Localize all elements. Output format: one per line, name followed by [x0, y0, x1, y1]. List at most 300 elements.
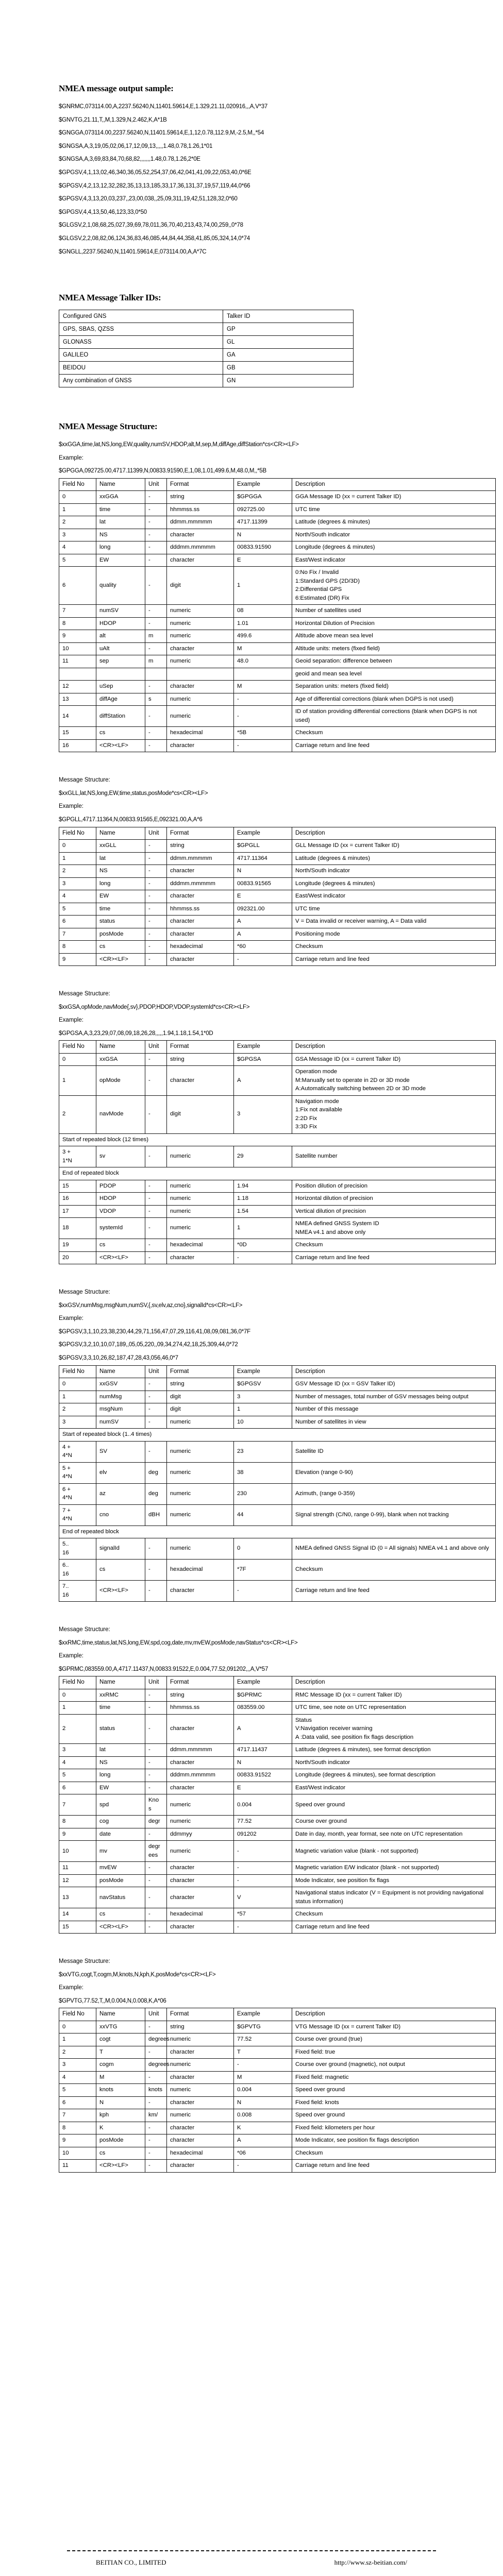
cell-name: numSV	[96, 1416, 145, 1429]
cell-example: 23	[234, 1441, 292, 1462]
cell-example: 08	[234, 605, 292, 618]
cell-example	[234, 668, 292, 681]
cell-example: -	[234, 1581, 292, 1602]
cell-format: numeric	[167, 1504, 234, 1526]
table-row	[59, 1167, 496, 1180]
cell-description: Speed over ground	[292, 2109, 496, 2122]
cell-field-no: 10	[59, 642, 96, 655]
cell-description: Fixed field: true	[292, 2046, 496, 2059]
cell-field-no: 1	[59, 2033, 96, 2046]
column-header: Format	[167, 827, 234, 840]
cell-format: string	[167, 2021, 234, 2033]
cell-format: string	[167, 1053, 234, 1066]
cell-format: numeric	[167, 1441, 234, 1462]
table-row	[59, 953, 496, 966]
cell-unit: -	[145, 1378, 167, 1391]
cell-unit: -	[145, 1908, 167, 1921]
cell-field-no: 2	[59, 865, 96, 878]
cell-unit: -	[145, 1828, 167, 1841]
cell-unit: -	[145, 840, 167, 853]
table-row	[59, 1053, 496, 1066]
cell-format: character	[167, 1251, 234, 1264]
cell-unit: -	[145, 554, 167, 567]
table-row	[59, 2160, 496, 2173]
sample-line: $GPGSV,4,3,13,20,03,237,,23,00,038,,25,09,311,19,42,51,128,32,0*60	[59, 196, 238, 202]
cell-field-no: 1	[59, 852, 96, 865]
cell-description: Course over ground (magnetic), not output	[292, 2059, 496, 2072]
cell-name: <CR><LF>	[96, 2160, 145, 2173]
cell-example: T	[234, 2046, 292, 2059]
cell-description: Carriage return and line feed	[292, 2160, 496, 2173]
cell-name: NS	[96, 1756, 145, 1769]
cell-format: character	[167, 2160, 234, 2173]
column-header: Format	[167, 1365, 234, 1378]
cell-talker-id: GB	[223, 362, 354, 375]
cell-example: -	[234, 1921, 292, 1934]
cell-unit	[145, 668, 167, 681]
cell-format: numeric	[167, 1180, 234, 1193]
cell-example: 1	[234, 567, 292, 605]
table-row	[59, 1714, 496, 1744]
cell-unit: deg	[145, 1483, 167, 1504]
cell-format: numeric	[167, 1462, 234, 1483]
table-row	[59, 617, 496, 630]
cell-format: hexadecimal	[167, 2147, 234, 2160]
table-row	[59, 1874, 496, 1887]
cell-name: lat	[96, 516, 145, 529]
cell-field-no: 6	[59, 2096, 96, 2109]
cell-format	[167, 668, 234, 681]
table-row	[59, 1841, 496, 1862]
table-row	[59, 1908, 496, 1921]
example-label: Example:	[59, 454, 83, 461]
table-row	[59, 941, 496, 954]
gsa-structure: $xxGSA,opMode,navMode{,sv},PDOP,HDOP,VDOP,systemId*cs<CR><LF>	[59, 1004, 250, 1010]
table-row	[59, 739, 496, 752]
cell-example: *57	[234, 1908, 292, 1921]
cell-example: 3	[234, 1391, 292, 1403]
cell-field-no: 7	[59, 2109, 96, 2122]
cell-example: A	[234, 928, 292, 941]
cell-format: character	[167, 890, 234, 903]
cell-example: N	[234, 529, 292, 541]
cell-format: string	[167, 491, 234, 504]
cell-example: *7F	[234, 1560, 292, 1581]
cell-description: Positioning mode	[292, 928, 496, 941]
cell-name: lat	[96, 852, 145, 865]
cell-example: -	[234, 1874, 292, 1887]
cell-field-no: 0	[59, 1053, 96, 1066]
cell-example: 091202	[234, 1828, 292, 1841]
cell-example: 4717.11399	[234, 516, 292, 529]
cell-unit: -	[145, 903, 167, 916]
cell-name: time	[96, 503, 145, 516]
sample-line: $GNGGA,073114.00,2237.56240,N,11401.59614,E,1,12,0.78,112.9,M,-2.5,M,,*54	[59, 130, 264, 137]
cell-field-no: 9	[59, 630, 96, 643]
cell-field-no: 15	[59, 1180, 96, 1193]
cell-unit: -	[145, 1756, 167, 1769]
repeated-block-end-note: End of repeated block	[59, 1167, 496, 1180]
cell-name: status	[96, 1714, 145, 1744]
cell-example: *5B	[234, 727, 292, 740]
cell-unit: -	[145, 890, 167, 903]
cell-description: Satellite number	[292, 1146, 496, 1167]
gsv-example: $GPGSV,3,1,10,23,38,230,44,29,71,156,47,07,29,116,41,08,09,081,36,0*7F	[59, 1328, 250, 1335]
sample-output-title: NMEA message output sample:	[59, 83, 174, 93]
cell-description: Signal strength (C/N0, range 0-99), blank when not tracking	[292, 1504, 496, 1526]
cell-field-no: 9	[59, 1828, 96, 1841]
column-header: Name	[96, 2008, 145, 2021]
table-row	[59, 1538, 496, 1560]
cell-description: NMEA defined GNSS Signal ID (0 = All signals) NMEA v4.1 and above only	[292, 1538, 496, 1560]
cell-format: hhmmss.ss	[167, 1702, 234, 1715]
cell-description: East/West indicator	[292, 890, 496, 903]
cell-example: 00833.91565	[234, 877, 292, 890]
cell-format: string	[167, 840, 234, 853]
cell-name: N	[96, 2096, 145, 2109]
cell-name: sep	[96, 655, 145, 668]
gll-example: $GPGLL,4717.11364,N,00833.91565,E,092321.00,A,A*6	[59, 816, 203, 823]
table-header-row	[59, 1041, 496, 1054]
cell-description: Checksum	[292, 1908, 496, 1921]
cell-name: <CR><LF>	[96, 739, 145, 752]
repeated-block-start-note: Start of repeated block (12 times)	[59, 1133, 496, 1146]
table-row	[59, 516, 496, 529]
cell-description: Geoid separation: difference between	[292, 655, 496, 668]
cell-example: 092321.00	[234, 903, 292, 916]
cell-format: numeric	[167, 655, 234, 668]
cell-description: Operation mode M:Manually set to operate in 2D or 3D mode A:Automatically switching between 2D or 3D mode	[292, 1066, 496, 1096]
cell-name: cogm	[96, 2059, 145, 2072]
table-row	[59, 642, 496, 655]
cell-field-no: 4	[59, 890, 96, 903]
vtg-example: $GPVTG,77.52,T,,M,0.004,N,0.008,K,A*06	[59, 1997, 166, 2004]
cell-format: dddmm.mmmmm	[167, 1769, 234, 1782]
table-row	[59, 928, 496, 941]
example-label: Example:	[59, 1985, 83, 1991]
table-row	[59, 2084, 496, 2097]
cell-field-no: 4	[59, 1756, 96, 1769]
cell-format: character	[167, 865, 234, 878]
column-header: Description	[292, 478, 496, 491]
cell-name: xxVTG	[96, 2021, 145, 2033]
cell-example: E	[234, 890, 292, 903]
cell-description: GSA Message ID (xx = current Talker ID)	[292, 1053, 496, 1066]
cell-format: digit	[167, 1403, 234, 1416]
cell-field-no: 19	[59, 1239, 96, 1252]
example-label: Example:	[59, 803, 83, 810]
cell-name: xxGSV	[96, 1378, 145, 1391]
cell-name: msgNum	[96, 1403, 145, 1416]
table-row	[59, 727, 496, 740]
cell-field-no: 11	[59, 1862, 96, 1875]
cell-format: numeric	[167, 605, 234, 618]
cell-format: numeric	[167, 1841, 234, 1862]
cell-name: navStatus	[96, 1887, 145, 1908]
cell-unit: deg	[145, 1462, 167, 1483]
cell-field-no: 7	[59, 928, 96, 941]
cell-example: 48.0	[234, 655, 292, 668]
cell-gns: GLONASS	[59, 336, 223, 349]
table-row	[59, 1416, 496, 1429]
column-header: Unit	[145, 1365, 167, 1378]
table-row	[59, 1782, 496, 1794]
sample-line: $GPGSV,4,1,13,02,46,340,36,05,52,254,37,06,42,041,41,09,22,053,40,0*6E	[59, 169, 252, 176]
cell-field-no: 3	[59, 2059, 96, 2072]
table-row	[59, 1462, 496, 1483]
cell-format: character	[167, 2046, 234, 2059]
table-row	[59, 491, 496, 504]
table-row	[59, 693, 496, 706]
cell-description: UTC time	[292, 503, 496, 516]
cell-unit: m	[145, 655, 167, 668]
cell-format: numeric	[167, 1205, 234, 1218]
table-header-row	[59, 478, 496, 491]
cell-unit: -	[145, 2046, 167, 2059]
cell-field-no: 7 + 4*N	[59, 1504, 96, 1526]
cell-field-no: 2	[59, 1714, 96, 1744]
cell-name: <CR><LF>	[96, 1251, 145, 1264]
cell-example: E	[234, 1782, 292, 1794]
cell-format: hexadecimal	[167, 1560, 234, 1581]
cell-unit: -	[145, 1251, 167, 1264]
cell-unit: -	[145, 2160, 167, 2173]
cell-gns: Any combination of GNSS	[59, 375, 223, 387]
cell-description: Course over ground	[292, 1816, 496, 1828]
cell-field-no: 6	[59, 1782, 96, 1794]
cell-description: 0:No Fix / Invalid 1:Standard GPS (2D/3D) 2:Differential GPS 6:Estimated (DR) Fix	[292, 567, 496, 605]
table-row	[59, 1769, 496, 1782]
cell-unit: -	[145, 1053, 167, 1066]
sample-output-list	[59, 100, 472, 259]
cell-unit: -	[145, 1403, 167, 1416]
cell-example: $GPGGA	[234, 491, 292, 504]
cell-unit: -	[145, 1862, 167, 1875]
cell-unit: s	[145, 693, 167, 706]
table-row	[59, 1378, 496, 1391]
cell-name: knots	[96, 2084, 145, 2097]
cell-field-no: 3 + 1*N	[59, 1146, 96, 1167]
cell-example: *60	[234, 941, 292, 954]
cell-format: character	[167, 529, 234, 541]
cell-name: spd	[96, 1794, 145, 1816]
cell-unit: -	[145, 1581, 167, 1602]
vtg-field-table	[59, 2008, 496, 2173]
column-header: Field No	[59, 478, 96, 491]
cell-unit: -	[145, 2096, 167, 2109]
cell-field-no: 7	[59, 1794, 96, 1816]
cell-format: numeric	[167, 1218, 234, 1239]
cell-example: 230	[234, 1483, 292, 1504]
cell-format: numeric	[167, 2033, 234, 2046]
cell-description: Carriage return and line feed	[292, 1251, 496, 1264]
cell-unit: -	[145, 503, 167, 516]
cell-example: M	[234, 681, 292, 693]
page-footer	[0, 2550, 503, 2567]
cell-name: posMode	[96, 1874, 145, 1887]
cell-example: 1.18	[234, 1193, 292, 1206]
cell-field-no	[59, 668, 96, 681]
cell-field-no: 11	[59, 655, 96, 668]
table-row	[59, 706, 496, 727]
cell-unit: -	[145, 916, 167, 928]
cell-name: long	[96, 541, 145, 554]
table-row	[59, 1560, 496, 1581]
table-row	[59, 668, 496, 681]
cell-field-no: 2	[59, 1403, 96, 1416]
cell-name: lat	[96, 1744, 145, 1757]
cell-field-no: 5	[59, 903, 96, 916]
cell-name: K	[96, 2122, 145, 2134]
cell-unit: -	[145, 877, 167, 890]
cell-format: character	[167, 1581, 234, 1602]
cell-example: *06	[234, 2147, 292, 2160]
cell-description: Longitude (degrees & minutes), see format description	[292, 1769, 496, 1782]
cell-example: 0.008	[234, 2109, 292, 2122]
cell-name: EW	[96, 890, 145, 903]
cell-unit: dBH	[145, 1504, 167, 1526]
cell-description: Horizontal Dilution of Precision	[292, 617, 496, 630]
cell-example: A	[234, 2134, 292, 2147]
cell-format: numeric	[167, 1416, 234, 1429]
cell-field-no: 4	[59, 2071, 96, 2084]
cell-name: long	[96, 1769, 145, 1782]
cell-name: EW	[96, 1782, 145, 1794]
cell-field-no: 6.. 16	[59, 1560, 96, 1581]
table-row	[59, 1239, 496, 1252]
cell-example: 4717.11437	[234, 1744, 292, 1757]
column-header: Unit	[145, 2008, 167, 2021]
table-row	[59, 349, 354, 362]
table-row	[59, 890, 496, 903]
table-header-row	[59, 2008, 496, 2021]
cell-field-no: 0	[59, 2021, 96, 2033]
cell-field-no: 2	[59, 1095, 96, 1133]
cell-field-no: 12	[59, 1874, 96, 1887]
cell-field-no: 0	[59, 1689, 96, 1702]
cell-unit: -	[145, 1560, 167, 1581]
cell-unit: -	[145, 1702, 167, 1715]
column-header: Format	[167, 1676, 234, 1689]
table-row	[59, 1441, 496, 1462]
cell-format: character	[167, 2096, 234, 2109]
cell-description: North/South indicator	[292, 1756, 496, 1769]
cell-format: character	[167, 1874, 234, 1887]
table-row	[59, 903, 496, 916]
cell-example: 092725.00	[234, 503, 292, 516]
cell-format: string	[167, 1378, 234, 1391]
table-row	[59, 605, 496, 618]
table-row	[59, 681, 496, 693]
cell-description: Vertical dilution of precision	[292, 1205, 496, 1218]
vtg-structure: $xxVTG,cogt,T,cogm,M,knots,N,kph,K,posMode*cs<CR><LF>	[59, 1971, 216, 1978]
cell-field-no: 4	[59, 541, 96, 554]
cell-description: NMEA defined GNSS System ID NMEA v4.1 and above only	[292, 1218, 496, 1239]
cell-name: cs	[96, 1239, 145, 1252]
table-row	[59, 655, 496, 668]
table-row	[59, 1794, 496, 1816]
column-header: Example	[234, 1041, 292, 1054]
cell-unit: -	[145, 739, 167, 752]
cell-example: -	[234, 706, 292, 727]
repeated-block-start-note: Start of repeated block (1..4 times)	[59, 1429, 496, 1442]
cell-format: character	[167, 2071, 234, 2084]
cell-format: numeric	[167, 1538, 234, 1560]
table-row	[59, 916, 496, 928]
cell-format: dddmm.mmmmm	[167, 541, 234, 554]
cell-description: North/South indicator	[292, 529, 496, 541]
cell-format: hhmmss.ss	[167, 903, 234, 916]
cell-field-no: 8	[59, 2122, 96, 2134]
cell-example: 38	[234, 1462, 292, 1483]
cell-description: Navigation mode 1:Fix not available 2:2D Fix 3:3D Fix	[292, 1095, 496, 1133]
table-row	[59, 554, 496, 567]
cell-example: -	[234, 1862, 292, 1875]
cell-format: character	[167, 1862, 234, 1875]
cell-field-no: 7.. 16	[59, 1581, 96, 1602]
cell-name: signalId	[96, 1538, 145, 1560]
cell-format: numeric	[167, 1146, 234, 1167]
column-header: Unit	[145, 827, 167, 840]
table-row	[59, 310, 354, 323]
cell-example: 0.004	[234, 1794, 292, 1816]
cell-name: cs	[96, 1908, 145, 1921]
cell-example: 4717.11364	[234, 852, 292, 865]
cell-example: 77.52	[234, 2033, 292, 2046]
cell-field-no: 1	[59, 503, 96, 516]
cell-unit: -	[145, 1146, 167, 1167]
cell-unit: -	[145, 1205, 167, 1218]
sample-line: $GNRMC,073114.00,A,2237.56240,N,11401.59614,E,1.329,21.11,020916,,,A,V*37	[59, 104, 268, 110]
cell-example: A	[234, 916, 292, 928]
cell-example: 499.6	[234, 630, 292, 643]
table-row	[59, 1180, 496, 1193]
cell-name: uAlt	[96, 642, 145, 655]
column-header: Description	[292, 827, 496, 840]
cell-format: numeric	[167, 2109, 234, 2122]
cell-unit: -	[145, 1887, 167, 1908]
cell-format: character	[167, 681, 234, 693]
table-row	[59, 2071, 496, 2084]
table-header-row	[59, 1365, 496, 1378]
cell-description: Carriage return and line feed	[292, 1921, 496, 1934]
table-row	[59, 1403, 496, 1416]
cell-field-no: 5	[59, 554, 96, 567]
table-row	[59, 1391, 496, 1403]
table-row	[59, 1429, 496, 1442]
cell-example: 44	[234, 1504, 292, 1526]
cell-description: Position dilution of precision	[292, 1180, 496, 1193]
cell-unit: -	[145, 852, 167, 865]
cell-field-no: 9	[59, 2134, 96, 2147]
table-row	[59, 1218, 496, 1239]
cell-description: Mode Indicator, see position fix flags	[292, 1874, 496, 1887]
cell-example: $GPVTG	[234, 2021, 292, 2033]
cell-example: 083559.00	[234, 1702, 292, 1715]
cell-field-no: 17	[59, 1205, 96, 1218]
column-header: Format	[167, 2008, 234, 2021]
cell-description: Number of satellites used	[292, 605, 496, 618]
cell-name: alt	[96, 630, 145, 643]
cell-description: geoid and mean sea level	[292, 668, 496, 681]
cell-example: 1.01	[234, 617, 292, 630]
cell-format: numeric	[167, 1816, 234, 1828]
cell-field-no: 0	[59, 1378, 96, 1391]
sample-line: $GNVTG,21.11,T,,M,1.329,N,2.462,K,A*1B	[59, 116, 167, 123]
table-row	[59, 1193, 496, 1206]
cell-description: Carriage return and line feed	[292, 953, 496, 966]
cell-example: N	[234, 1756, 292, 1769]
